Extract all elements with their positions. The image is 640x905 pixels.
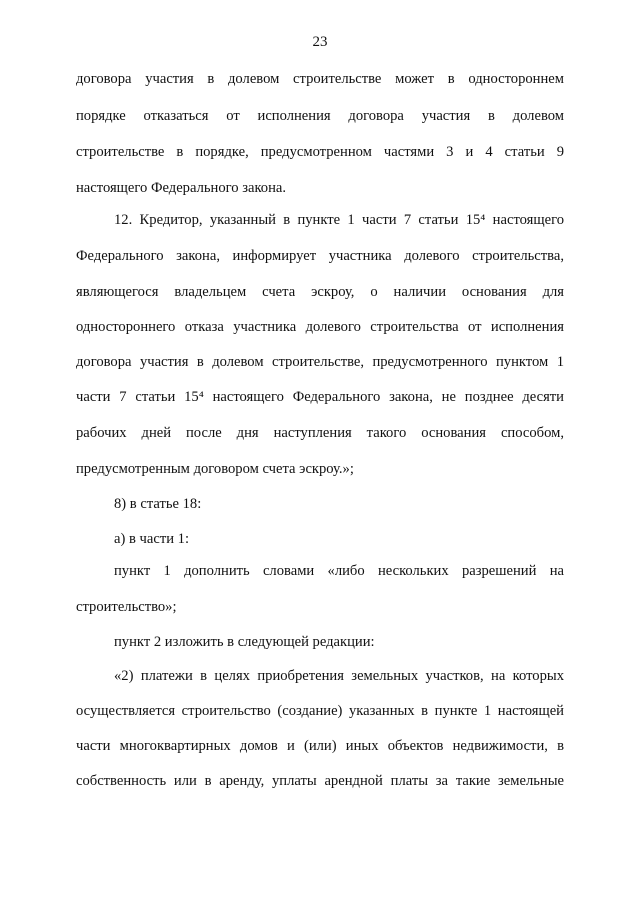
text-line: договора участия в долевом строительстве может в одностороннем (76, 71, 564, 87)
text-line: пункт 2 изложить в следующей редакции: (114, 634, 375, 650)
text-line: части 7 статьи 15⁴ настоящего Федерального закона, не позднее десяти (76, 389, 564, 405)
text-line: являющегося владельцем счета эскроу, о наличии основания для (76, 284, 564, 300)
text-line: договора участия в долевом строительстве, предусмотренного пунктом 1 (76, 354, 564, 370)
text-line: порядке отказаться от исполнения договора участия в долевом (76, 108, 564, 124)
text-line: строительстве в порядке, предусмотренном частями 3 и 4 статьи 9 (76, 144, 564, 160)
text-line: 8) в статье 18: (114, 496, 202, 512)
text-line: предусмотренным договором счета эскроу.»; (76, 461, 354, 477)
text-line: рабочих дней после дня наступления такого основания способом, (76, 425, 564, 441)
page-number: 23 (312, 34, 328, 50)
text-line: собственность или в аренду, уплаты арендной платы за такие земельные (76, 773, 564, 789)
text-line: части многоквартирных домов и (или) иных объектов недвижимости, в (76, 738, 564, 754)
text-line: настоящего Федерального закона. (76, 180, 287, 196)
text-line: а) в части 1: (114, 531, 190, 547)
text-line: Федерального закона, информирует участника долевого строительства, (76, 248, 564, 264)
text-line: одностороннего отказа участника долевого строительства от исполнения (76, 319, 564, 335)
text-line: 12. Кредитор, указанный в пункте 1 части 7 статьи 15⁴ настоящего (114, 212, 564, 228)
text-line: пункт 1 дополнить словами «либо нескольких разрешений на (114, 563, 564, 579)
text-line: «2) платежи в целях приобретения земельных участков, на которых (114, 668, 564, 684)
text-line: строительство»; (76, 599, 177, 615)
text-line: осуществляется строительство (создание) указанных в пункте 1 настоящей (76, 703, 564, 719)
